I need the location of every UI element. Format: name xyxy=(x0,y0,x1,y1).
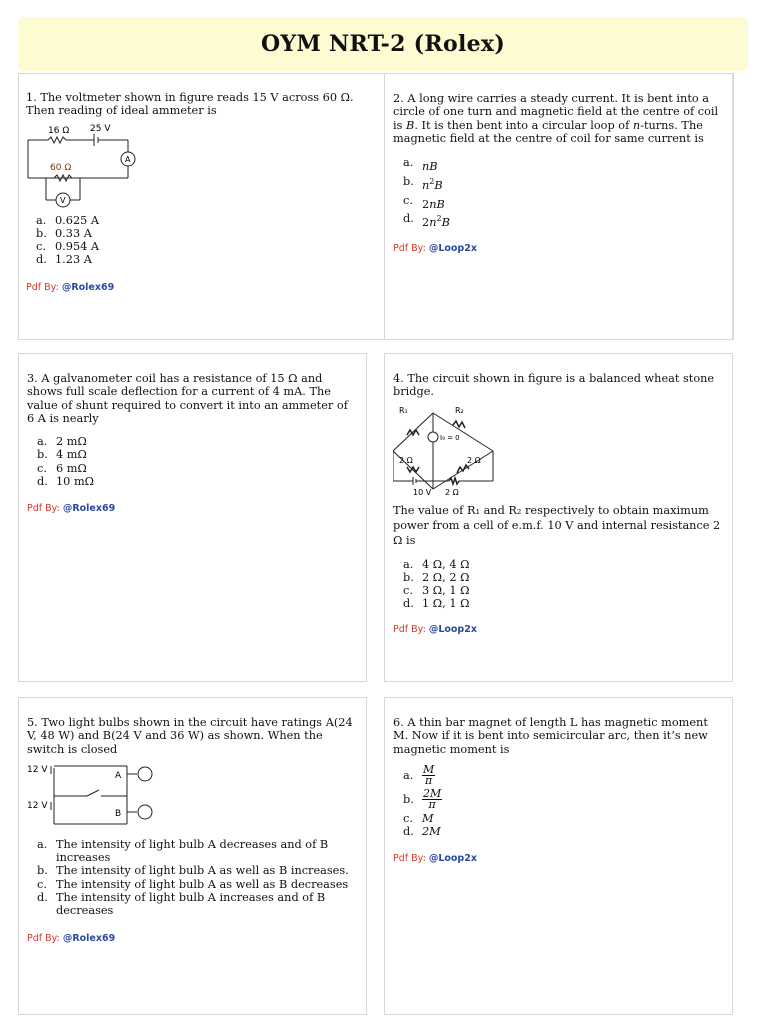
pdf-by-credit: Pdf By: @Rolex69 xyxy=(27,503,116,515)
options-list xyxy=(26,214,359,267)
title-bar xyxy=(18,17,748,71)
option-d[interactable]: d. The intensity of light bulb A increases and of B decreases xyxy=(37,891,326,918)
question-card-3 xyxy=(18,353,367,682)
options-list xyxy=(27,838,358,918)
question-text: 2. A long wire carries a steady current. It is bent into a circle of one turn and magnetic field at the centre of coil is B. It is then bent into a circular loop of n-turns. The magnetic field at the centre of coil for same current is xyxy=(393,92,719,145)
option-d[interactable]: d. 1 Ω, 1 Ω xyxy=(403,597,470,611)
option-a[interactable]: a. The intensity of light bulb A decreases and of B increases xyxy=(37,837,329,865)
options-list xyxy=(393,155,724,230)
option-a[interactable]: a. 2 mΩ xyxy=(37,435,87,449)
option-d[interactable]: d. $2n^2B$ xyxy=(403,212,450,230)
galvanometer-label: I₉ = 0 xyxy=(440,433,460,442)
option-c[interactable]: c. 2nB xyxy=(403,193,445,211)
option-c[interactable]: c. 3 Ω, 1 Ω xyxy=(403,584,470,598)
circuit-figure-q1 xyxy=(26,122,156,208)
option-d[interactable]: d. 2M xyxy=(403,825,441,839)
pdf-by-credit: Pdf By: @Loop2x xyxy=(393,853,477,865)
option-c[interactable]: c. The intensity of light bulb A as well as B decreases xyxy=(37,877,349,891)
option-b[interactable]: b. $n^2B$ xyxy=(403,174,443,192)
wheatstone-bridge-figure xyxy=(393,405,503,497)
option-d[interactable]: d. 1.23 A xyxy=(36,253,92,267)
right-resistor-label: 2 Ω xyxy=(467,455,481,465)
option-a[interactable]: a. nB xyxy=(403,156,438,173)
internal-resistance-label: 2 Ω xyxy=(445,487,459,497)
battery-1-label: 12 V xyxy=(27,764,48,775)
emf-label: 10 V xyxy=(413,487,432,497)
page-title: OYM NRT-2 (Rolex) xyxy=(260,31,506,57)
emf-25v-label: 25 V xyxy=(90,123,111,134)
voltmeter-label: V xyxy=(60,195,66,205)
option-b[interactable]: b. The intensity of light bulb A as well as B increases. xyxy=(37,864,349,878)
pdf-by-credit: Pdf By: @Rolex69 xyxy=(27,932,116,944)
option-a[interactable]: a. 0.625 A xyxy=(36,213,100,227)
option-a[interactable]: a. 4 Ω, 4 Ω xyxy=(403,557,470,571)
option-c[interactable]: c. M xyxy=(403,811,434,825)
question-text: 1. The voltmeter shown in figure reads 15 V across 60 Ω. Then reading of ideal ammeter is xyxy=(26,91,354,118)
bulb-circuit-figure xyxy=(27,762,167,828)
question-text: 4. The circuit shown in figure is a balanced wheat stone bridge. xyxy=(393,372,715,399)
pdf-by-credit: Pdf By: @Rolex69 xyxy=(26,281,115,293)
pdf-by-credit: Pdf By: @Loop2x xyxy=(393,243,477,255)
option-b[interactable]: b. $\frac{2M}{\pi}$ xyxy=(403,787,442,812)
option-d[interactable]: d. 10 mΩ xyxy=(37,475,95,489)
question-text: 3. A galvanometer coil has a resistance of 15 Ω and shows full scale deflection for a current of 4 mA. The value of shunt required to convert it into an ammeter of 6 A is nearly xyxy=(27,372,348,425)
bulb-a-label: A xyxy=(115,770,122,781)
bulb-b-label: B xyxy=(115,808,122,819)
question-text-2: The value of R₁ and R₂ respectively to obtain maximum power from a cell of e.m.f. 10 V and internal resistance 2 Ω is xyxy=(393,503,721,547)
option-b[interactable]: b. 2 Ω, 2 Ω xyxy=(403,570,470,584)
options-list xyxy=(27,435,358,488)
ammeter-label: A xyxy=(125,154,131,164)
options-list xyxy=(393,764,724,839)
option-a[interactable]: a. $\frac{M}{\pi}$ xyxy=(403,763,435,788)
question-card-1-content xyxy=(18,73,367,340)
pdf-by-credit: Pdf By: @Loop2x xyxy=(393,623,477,635)
option-b[interactable]: b. 4 mΩ xyxy=(37,448,87,462)
battery-2-label: 12 V xyxy=(27,800,48,811)
left-resistor-label: 2 Ω xyxy=(399,455,413,465)
options-list xyxy=(393,558,724,611)
option-c[interactable]: c. 6 mΩ xyxy=(37,461,87,475)
option-c[interactable]: c. 0.954 A xyxy=(36,240,100,254)
question-card-4 xyxy=(384,353,733,682)
resistor-16-label: 16 Ω xyxy=(48,125,70,136)
option-b[interactable]: b. 0.33 A xyxy=(36,226,92,240)
r2-label: R₂ xyxy=(455,405,464,415)
resistor-60-label: 60 Ω xyxy=(50,162,72,173)
question-card-5 xyxy=(18,697,367,1015)
question-card-6 xyxy=(384,697,733,1015)
question-text: 5. Two light bulbs shown in the circuit have ratings A(24 V, 48 W) and B(24 V and 36 W) as shown. When the switch is closed xyxy=(27,716,353,756)
question-text: 6. A thin bar magnet of length L has magnetic moment M. Now if it is bent into semicircular arc, then it’s new magnetic moment is xyxy=(393,716,708,756)
r1-label: R₁ xyxy=(399,405,408,415)
question-card-2 xyxy=(384,73,733,340)
